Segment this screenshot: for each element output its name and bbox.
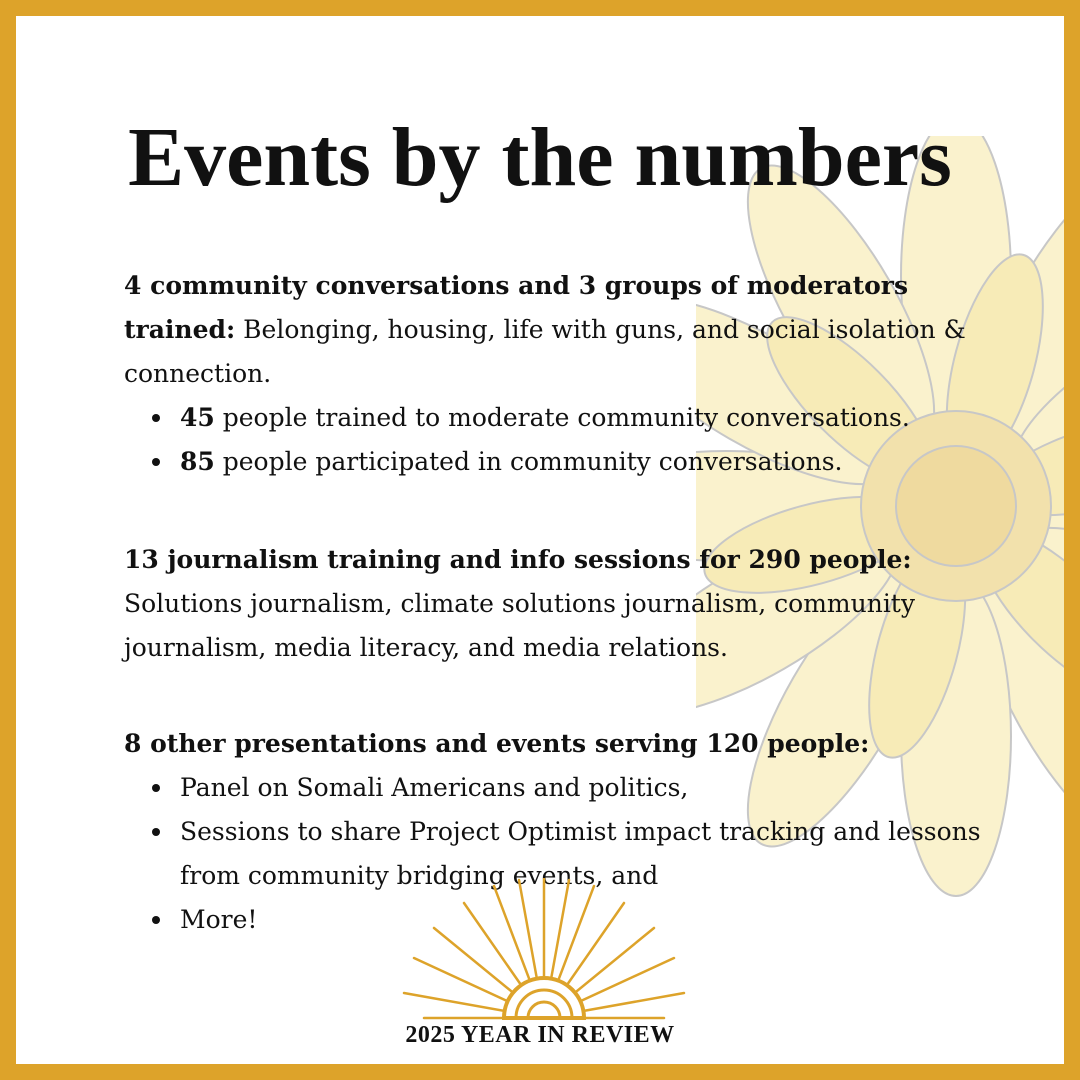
other-events-heading: 8 other presentations and events serving 120 people: [124, 729, 870, 758]
stat-number: 85 [180, 447, 215, 476]
conversations-section [124, 264, 984, 484]
stat-text: people trained to moderate community conversations. [214, 403, 910, 432]
conversations-list [124, 396, 984, 484]
list-item [180, 396, 984, 440]
sunrise-icon [394, 878, 694, 1026]
list-item [180, 440, 984, 484]
footer-label: 2025 YEAR IN REVIEW [405, 1022, 675, 1048]
stat-number: 45 [180, 403, 215, 432]
conversations-topics: Belonging, housing, life with guns, and social isolation & connection. [124, 315, 966, 388]
journalism-heading: 13 journalism training and info sessions for 290 people: [124, 545, 912, 574]
conversations-heading: 4 community conversations and 3 groups of moderators trained: [124, 271, 909, 344]
journalism-section [124, 538, 984, 670]
list-item: More! [180, 898, 984, 942]
list-item: Panel on Somali Americans and politics, [180, 766, 984, 810]
list-item: Sessions to share Project Optimist impact tracking and lessons from community bridging events, and [180, 810, 984, 898]
stat-text: people participated in community conversations. [214, 447, 843, 476]
journalism-topics: Solutions journalism, climate solutions journalism, community journalism, media literacy, and media relations. [124, 589, 915, 662]
content [16, 16, 1064, 1064]
page-title: Events by the numbers [128, 111, 952, 204]
